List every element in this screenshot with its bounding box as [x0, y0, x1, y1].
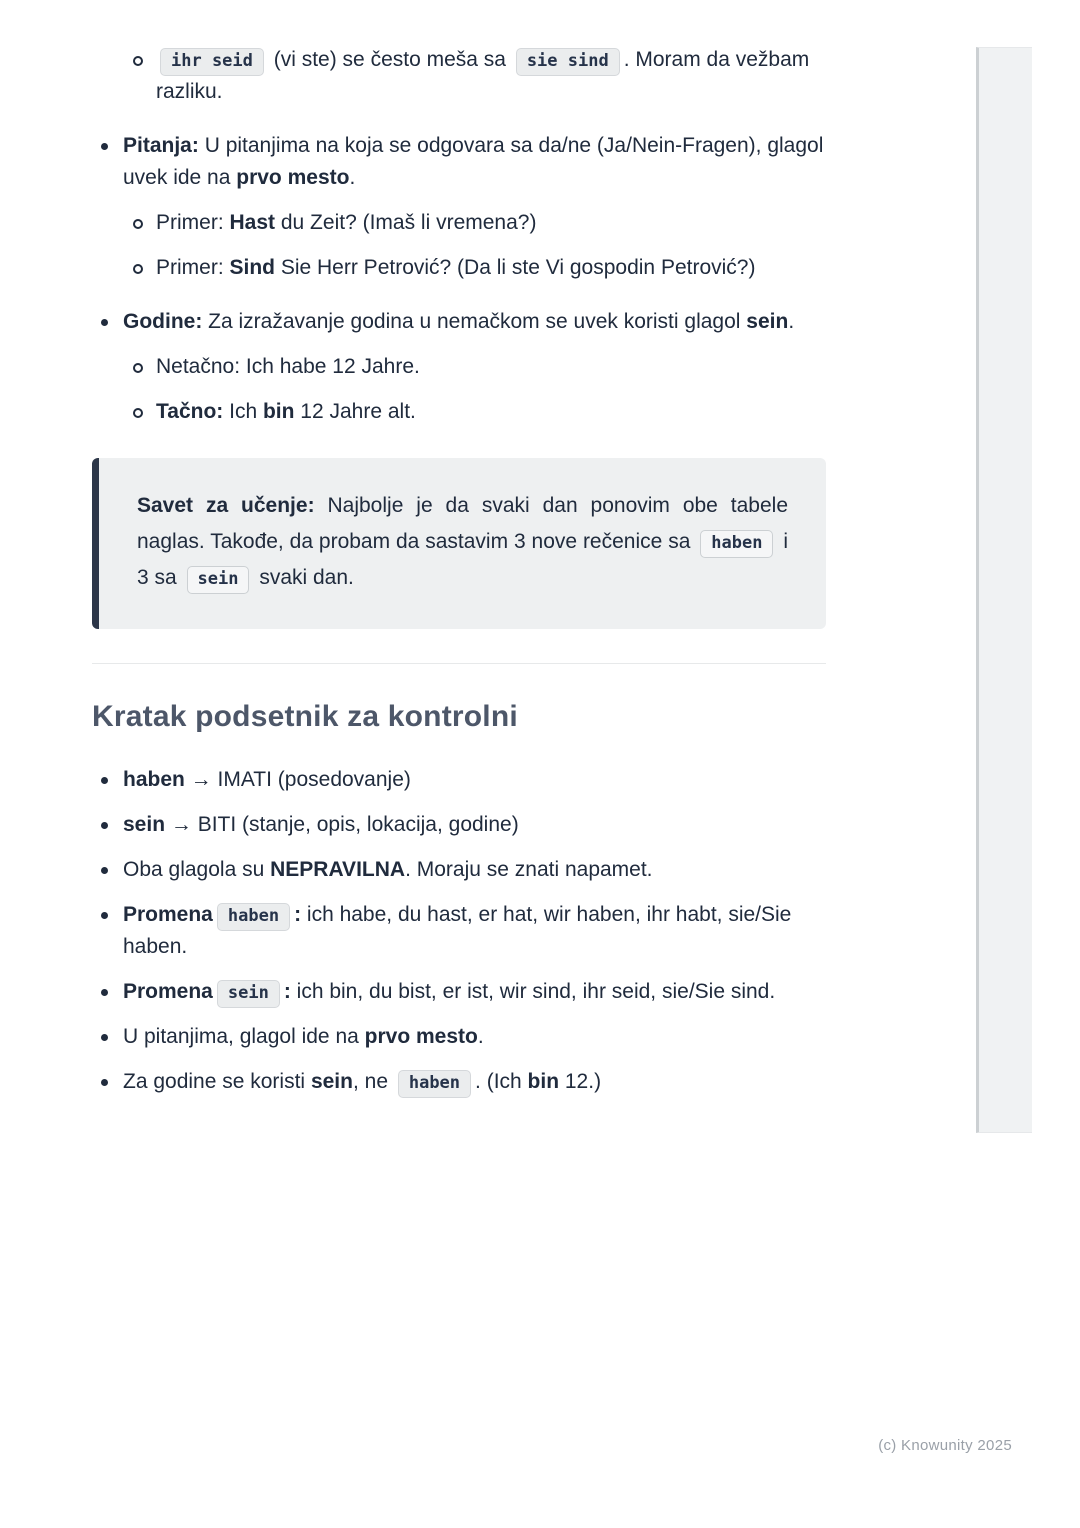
text-segment: prvo mesto [364, 1025, 478, 1048]
text-segment: i 3 sa [137, 530, 789, 589]
text-segment: Pitanja: [123, 134, 199, 157]
bullet-circle-icon [133, 396, 156, 428]
list-item-text [156, 252, 755, 284]
list-item [100, 809, 826, 841]
copyright-notice: (c) Knowunity 2025 [878, 1437, 1012, 1454]
bullet-disc-icon [100, 976, 123, 1008]
text-segment: Tačno: [156, 400, 224, 423]
list-item [100, 764, 826, 796]
text-segment: haben [123, 768, 185, 791]
inline-code-chip: sein [217, 980, 280, 1008]
text-segment: NEPRAVILNA [270, 858, 406, 881]
list-item [100, 1021, 826, 1053]
list-item [100, 976, 826, 1008]
text-segment: . [349, 166, 356, 189]
inline-code-chip: ihr seid [160, 48, 264, 76]
text-segment: svaki dan. [253, 566, 354, 589]
bullet-disc-icon [100, 130, 123, 194]
list-item [133, 207, 826, 239]
list-item [133, 396, 826, 428]
text-segment: Ich [223, 400, 263, 423]
text-segment: Hast [229, 211, 276, 234]
list-item-text [123, 130, 826, 194]
text-segment: U pitanjima na koja se odgovara sa da/ne (Ja/Nein-Fragen), glagol uvek ide na [123, 134, 824, 189]
text-segment: 12.) [559, 1070, 602, 1093]
bullet-circle-icon [133, 207, 156, 239]
study-tip-callout [92, 458, 826, 629]
inline-code-chip: sie sind [516, 48, 620, 76]
text-segment: 12 Jahre alt. [294, 400, 416, 423]
notes-list [92, 44, 826, 428]
text-segment: . Moraju se znati napamet. [405, 858, 653, 881]
text-segment: ich bin, du bist, er ist, wir sind, ihr seid, sie/Sie sind. [290, 980, 776, 1003]
inline-code-chip: haben [398, 1070, 471, 1098]
text-segment: sein [310, 1070, 353, 1093]
text-segment: : [294, 903, 302, 926]
text-segment: Sie Herr Petrović? (Da li ste Vi gospodin Petrović?) [275, 256, 756, 279]
bullet-disc-icon [100, 899, 123, 963]
inline-code-chip: haben [700, 530, 773, 558]
bullet-disc-icon [100, 1066, 123, 1098]
list-item-text [156, 44, 826, 108]
list-item-text [123, 1021, 484, 1053]
text-segment: Za godine se koristi [123, 1070, 311, 1093]
list-item-text [156, 351, 420, 383]
list-item [100, 1066, 826, 1098]
text-segment: Netačno: Ich habe 12 Jahre. [156, 355, 420, 378]
list-item [133, 252, 826, 284]
text-segment: ich habe, du hast, er hat, wir haben, ihr habt, sie/Sie haben. [123, 903, 792, 958]
text-segment: bin [527, 1070, 560, 1093]
bullet-disc-icon [100, 764, 123, 796]
text-segment: du Zeit? (Imaš li vremena?) [275, 211, 537, 234]
list-item [133, 351, 826, 383]
text-segment: (vi ste) se često meša sa [267, 48, 512, 71]
bullet-disc-icon [100, 809, 123, 841]
list-item-text [123, 764, 411, 796]
side-scrollbar-track[interactable] [976, 47, 1032, 1133]
list-item-text [156, 396, 416, 428]
text-segment: sein [123, 813, 166, 836]
text-segment: Godine: [123, 310, 203, 333]
list-item-text [123, 1066, 601, 1098]
text-segment: . [477, 1025, 484, 1048]
list-item [100, 899, 826, 963]
list-item [100, 130, 826, 194]
text-segment: Promena [123, 903, 213, 926]
list-item [133, 44, 826, 108]
text-segment: → BITI (stanje, opis, lokacija, godine) [165, 813, 519, 836]
bullet-disc-icon [100, 854, 123, 886]
text-segment: Primer: [156, 256, 230, 279]
text-segment: → IMATI (posedovanje) [184, 768, 411, 791]
text-segment: prvo mesto [236, 166, 350, 189]
inline-code-chip: haben [217, 903, 290, 931]
text-segment: Za izražavanje godina u nemačkom se uvek koristi glagol [202, 310, 747, 333]
bullet-circle-icon [133, 44, 156, 108]
text-segment: sein [746, 310, 789, 333]
section-heading: Kratak podsetnik za kontrolni [92, 700, 518, 733]
text-segment: . Moram da vežbam razliku. [156, 48, 810, 103]
bullet-disc-icon [100, 306, 123, 338]
list-item [100, 306, 826, 338]
bullet-disc-icon [100, 1021, 123, 1053]
text-segment: Sind [229, 256, 275, 279]
text-segment: Najbolje je da svaki dan ponovim obe tabele naglas. Takođe, da probam da sastavim 3 nove rečenice sa [137, 494, 788, 553]
bullet-circle-icon [133, 351, 156, 383]
list-item [100, 854, 826, 886]
text-segment: . [788, 310, 795, 333]
document-page [92, 44, 826, 1111]
bullet-circle-icon [133, 252, 156, 284]
text-segment: Oba glagola su [123, 858, 271, 881]
inline-code-chip: sein [187, 566, 250, 594]
list-item-text [123, 809, 519, 841]
text-segment: Primer: [156, 211, 230, 234]
text-segment: bin [262, 400, 295, 423]
summary-list [92, 764, 826, 1098]
text-segment: , ne [352, 1070, 394, 1093]
text-segment: U pitanjima, glagol ide na [123, 1025, 365, 1048]
text-segment: Promena [123, 980, 213, 1003]
list-item-text [156, 207, 536, 239]
text-segment: Savet za učenje: [137, 494, 315, 517]
text-segment: . (Ich [475, 1070, 528, 1093]
list-item-text [123, 306, 794, 338]
list-item-text [123, 899, 826, 963]
list-item-text [123, 976, 775, 1008]
section-divider [92, 663, 826, 664]
text-segment: : [283, 980, 291, 1003]
list-item-text [123, 854, 653, 886]
